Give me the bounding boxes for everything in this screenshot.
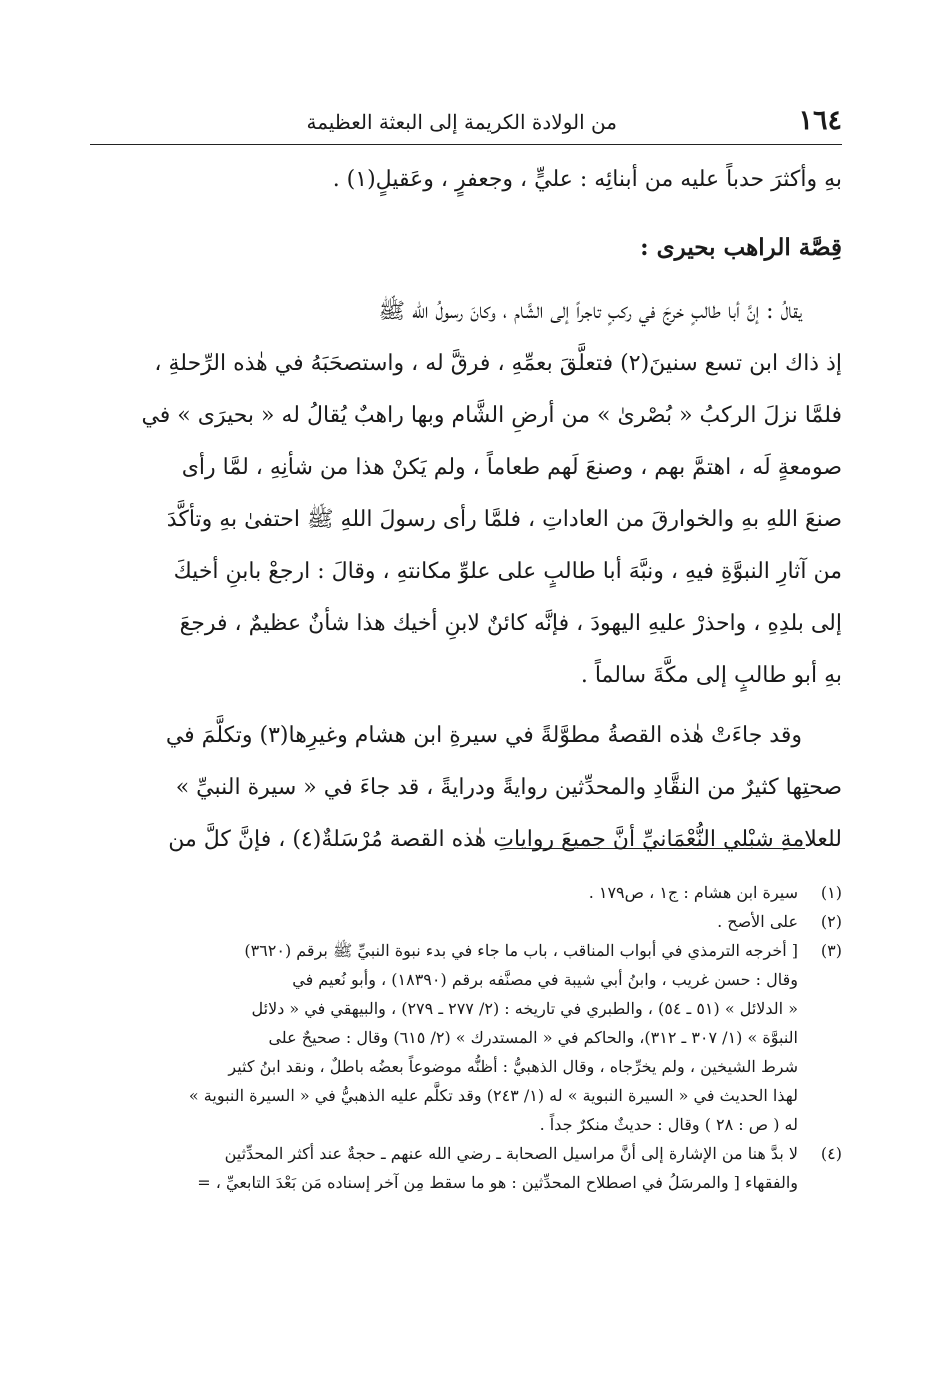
page-number: ١٦٤ — [798, 105, 842, 136]
paragraph-line: صومعةٍ لَه ، اهتمَّ بهم ، وصنعَ لَهم طعاماً ، ولم يَكنْ هذا من شأنِهِ ، لمَّا رأى — [181, 455, 842, 480]
opening-line: بهِ وأكثرَ حدباً عليه من أبنائِه : عليٍّ ، وجعفرٍ ، وعَقيلٍ(١) . — [332, 167, 842, 192]
section-heading: قِصَّة الراهب بحيرى : — [640, 234, 842, 261]
footnote-line: وقال : حسن غريب ، وابنُ أبي شيبة في مصنَّفه برقم (١٨٣٩٠) ، وأبو نُعيم في — [292, 970, 798, 989]
paragraph-line: يقالُ : إنَّ أبا طالبٍ خرجَ في ركبٍ تاجراً إلى الشَّام ، وكانَ رسولُ الله ﷺ — [378, 299, 802, 324]
footnote-4 — [90, 1139, 842, 1197]
paragraph-1 — [90, 286, 842, 702]
footnote-line: [ أخرجه الترمذي في أبواب المناقب ، باب ما جاء في بدء نبوة النبيِّ ﷺ برقم (٣٦٢٠) — [244, 941, 798, 960]
paragraph-line: صنعَ اللهِ بهِ والخوارقَ من العاداتِ ، فلمَّا رأى رسولَ اللهِ ﷺ احتفىٰ بهِ وتأكَّدَ — [166, 507, 842, 532]
footnote-line: لا بدَّ هنا من الإشارة إلى أنَّ مراسيل الصحابة ـ رضي الله عنهم ـ حجةٌ عند أكثر المحدِّثين — [224, 1144, 798, 1163]
footnote-3 — [90, 936, 842, 1139]
paragraph-line: إذ ذاك ابن تسع سنينَ(٢) فتعلَّقَ بعمِّهِ ، فرقَّ له ، واستصحَبَهُ في هٰذه الرِّحلةِ ، — [154, 351, 842, 376]
footnote-line: على الأصح . — [717, 912, 798, 931]
paragraph-line: وقد جاءَتْ هٰذه القصةُ مطوَّلةً في سيرةِ ابن هشام وغيرِها(٣) وتكلَّمَ في — [165, 723, 802, 748]
footnote-line: « الدلائل » (٥١ ـ ٥٤) ، والطبري في تاريخه : (٢/ ٢٧٧ ـ ٢٧٩) ، والبيهقي في « دلائل — [251, 999, 798, 1018]
running-title: من الولادة الكريمة إلى البعثة العظيمة — [306, 110, 617, 134]
footnote-number: (٣) — [820, 941, 842, 960]
paragraph-line: من آثارِ النبوَّةِ فيهِ ، ونبَّهَ أبا طالبٍ على علوِّ مكانتهِ ، وقالَ : ارجعْ بابنِ أخيكَ — [173, 559, 842, 584]
footnote-2 — [90, 907, 842, 936]
main-text — [90, 154, 842, 866]
footnote-separator — [505, 848, 805, 849]
footnote-line: سيرة ابن هشام : ج١ ، ص١٧٩ . — [588, 883, 798, 902]
footnotes — [90, 878, 842, 1197]
footnote-line: النبوَّة » (١/ ٣٠٧ ـ ٣١٢)، والحاكم في « المستدرك » (٢/ ٦١٥) وقال : صحيحٌ على — [268, 1028, 798, 1047]
paragraph-2 — [90, 710, 842, 866]
paragraph-line: بهِ أبو طالبٍ إلى مكَّةَ سالماً . — [580, 663, 842, 688]
footnote-number: (١) — [820, 883, 842, 902]
footnote-line: لهذا الحديث في « السيرة النبوية » له (١/ ٢٤٣) وقد تكلَّم عليه الذهبيُّ في « السيرة النبوية » — [188, 1086, 798, 1105]
paragraph-line: فلمَّا نزلَ الركبُ « بُصْرىٰ » من أرضِ الشَّام وبها راهبٌ يُقالُ له « بحيرَى » في — [141, 403, 842, 428]
paragraph-line: للعلامةِ شبْلي النُّعْمَانيِّ أنَّ جميعَ رواياتِ هٰذه القصة مُرْسَلةٌ(٤) ، فإنَّ كلَّ من — [168, 827, 842, 852]
footnote-line: شرط الشيخين ، ولم يخرِّجاه ، وقال الذهبيُّ : أظنُّه موضوعاً بعضُه باطلٌ ، ونقد ابنُ كثير — [228, 1057, 798, 1076]
footnote-number: (٢) — [820, 912, 842, 931]
running-header — [90, 104, 842, 145]
paragraph-line: إلى بلدِهِ ، واحذرْ عليهِ اليهودَ ، فإنَّه كائنٌ لابنِ أخيك هذا شأنٌ عظيمٌ ، فرجعَ — [179, 611, 842, 636]
paragraph-line: صحتِها كثيرٌ من النقَّادِ والمحدِّثين روايةً ودرايةً ، قد جاءَ في « سيرة النبيِّ » — [175, 775, 842, 800]
footnote-line: والفقهاء [ والمرسَلُ في اصطلاح المحدِّثين : هو ما سقط مِن آخر إسناده مَن بَعْدَ التابعيِّ ، = — [197, 1173, 798, 1192]
footnote-line: له ( ص : ٢٨ ) وقال : حديثٌ منكرٌ جداً . — [539, 1115, 798, 1134]
footnote-number: (٤) — [820, 1144, 842, 1163]
footnote-1 — [90, 878, 842, 907]
